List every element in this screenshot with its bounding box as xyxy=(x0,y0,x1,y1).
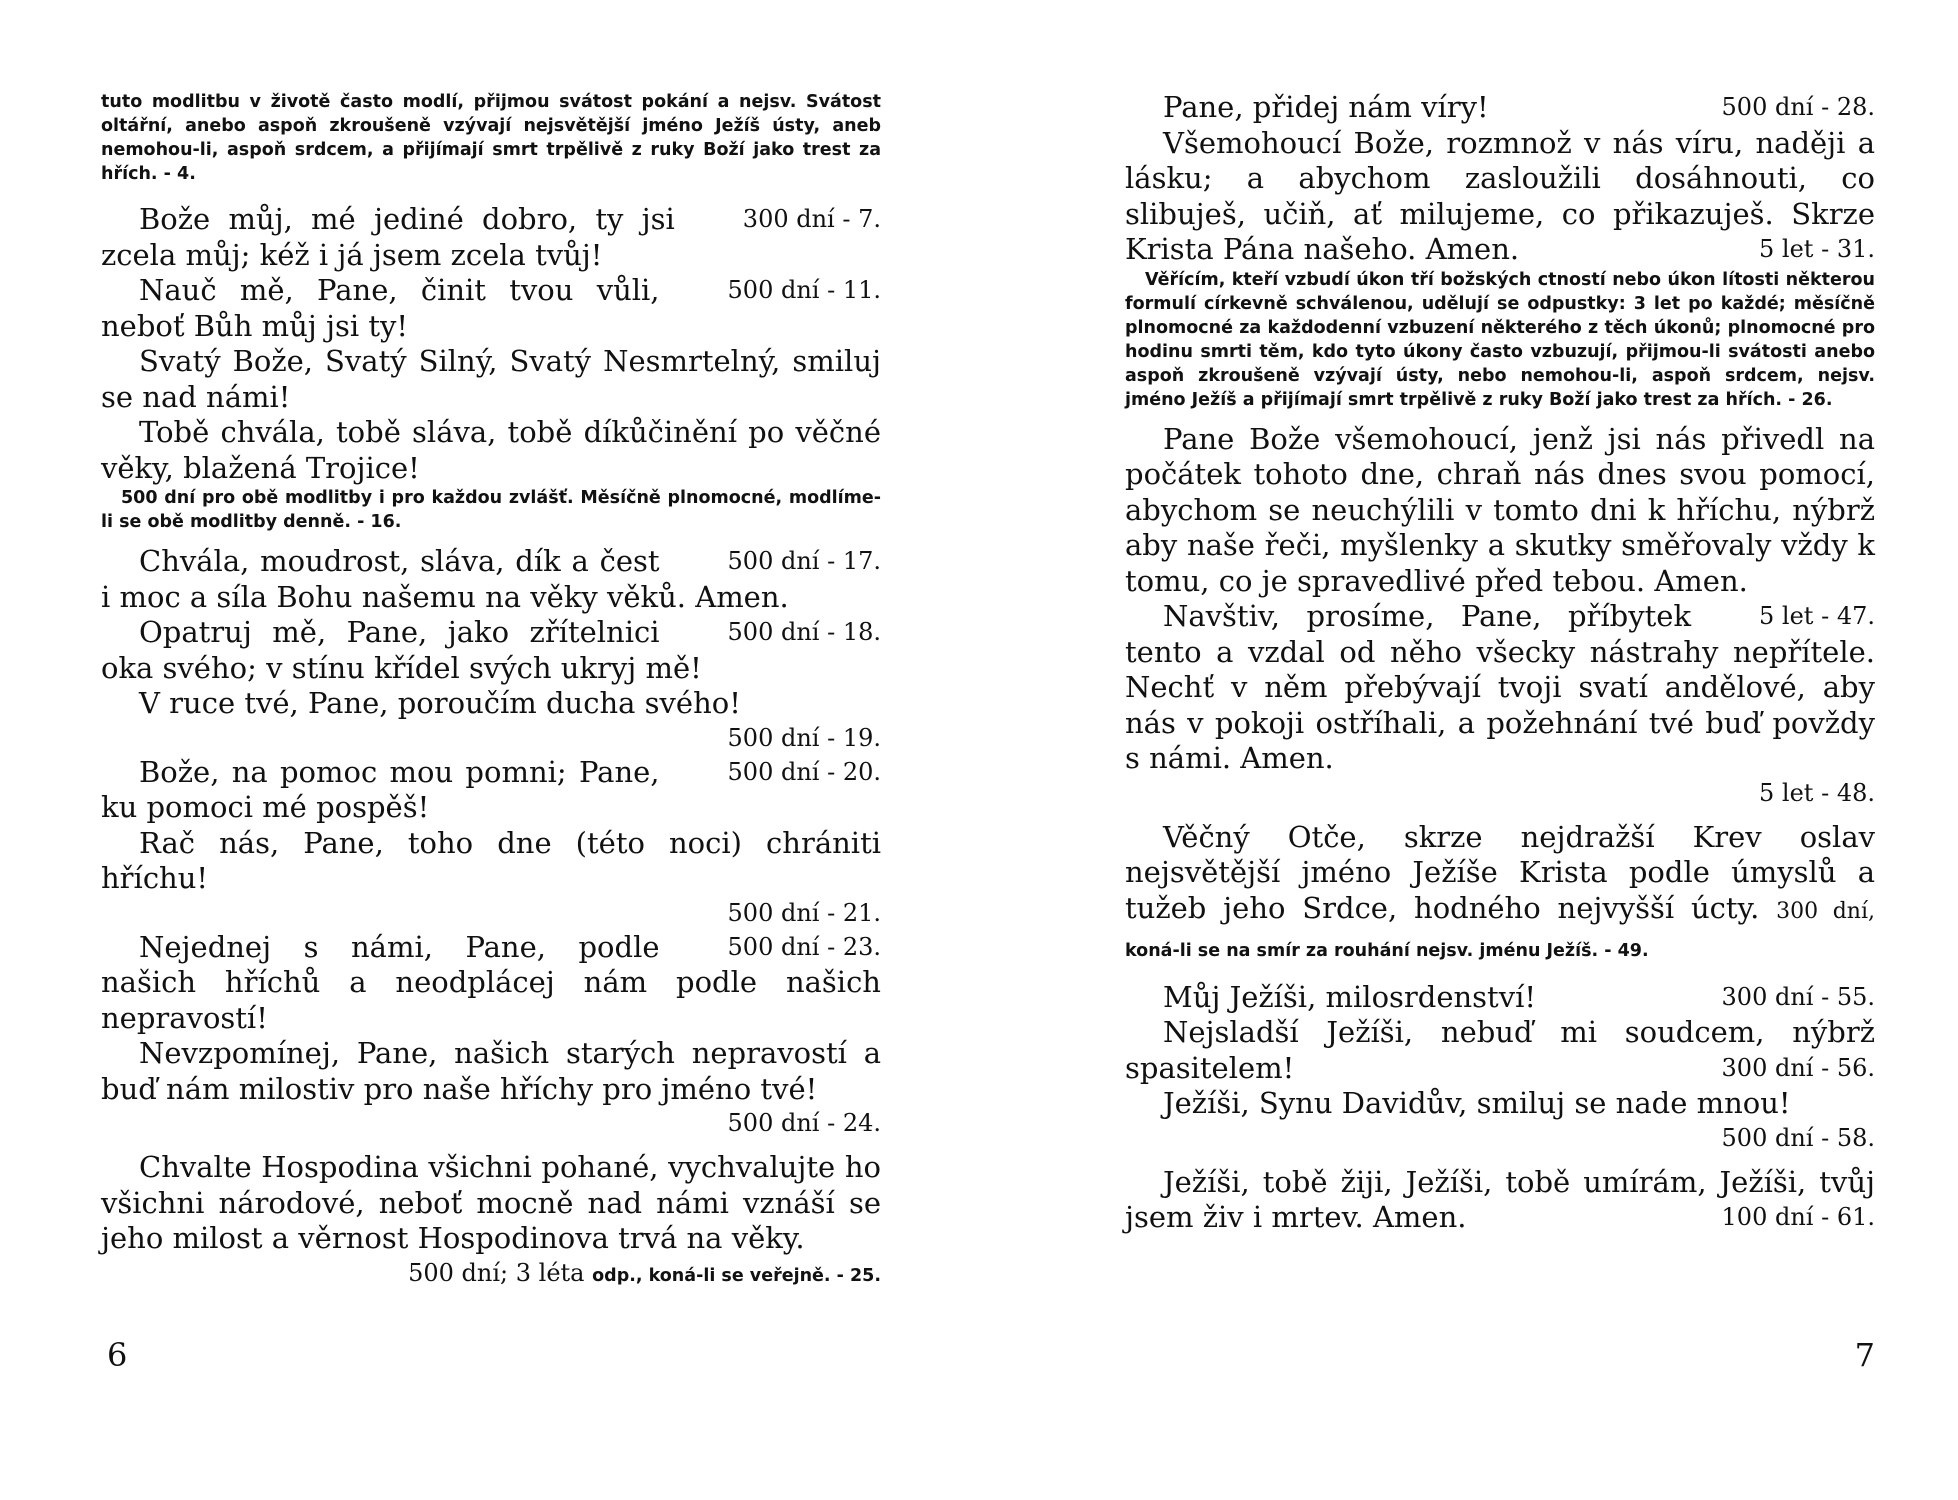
prayer-56: Nejsladší Ježíši, nebuď mi soudcem, nýbrž spasitelem! 300 dní - 56. xyxy=(1125,1015,1875,1085)
right-page xyxy=(1125,0,1875,1500)
prayer-28: 500 dní - 28. Pane, přidej nám víry! xyxy=(1163,90,1875,124)
right-page-content xyxy=(1125,90,1875,1236)
indulgence-11: 500 dní - 11. xyxy=(727,276,881,304)
prayer-48: Navštiv, prosíme, Pane, příbytek tento a vzdal od něho všecky nástrahy nepřítele. Nechť v něm přebývají tvoji svatí andělové, aby nás v pokoji ostříhali, a požehnání tvé buď povždy s námi. Amen. xyxy=(1125,599,1875,775)
prayer-31: Všemohoucí Bože, rozmnož v nás víru, naději a lásku; a abychom zasloužili dosáhnouti, co slibuješ, učiň, ať milujeme, co přikazuješ. Skrze Krista Pána našeho. Amen. 5 let - 31. xyxy=(1125,125,1875,266)
indulgence-28: 500 dní - 28. xyxy=(1721,93,1875,121)
indulgence-31: 5 let - 31. xyxy=(1759,235,1875,263)
indulgence-47: 5 let - 47. xyxy=(1759,602,1875,630)
prayer-11: 500 dní - 11. Nauč mě, Pane, činit tvou vůli, neboť Bůh můj jsi ty! xyxy=(101,273,881,343)
prayer-58: Ježíši, Synu Davidův, smiluj se nade mnou! xyxy=(1163,1086,1791,1120)
indulgence-61: 100 dní - 61. xyxy=(1721,1203,1875,1231)
prayer-25: Chvalte Hospodina všichni pohané, vychvalujte ho všichni národové, neboť mocně nad námi vznáší se jeho milost a věrnost Hospodinova trvá na věky. xyxy=(101,1150,881,1255)
indulgence-note-16: 500 dní pro obě modlitby i pro každou zvlášť. Měsíčně plnomocné, modlíme-li se obě modlitby denně. - 16. xyxy=(101,488,881,532)
page-number-left: 6 xyxy=(107,1336,128,1374)
indulgence-58: 500 dní - 58. xyxy=(1721,1123,1875,1152)
page-number-right: 7 xyxy=(1854,1336,1875,1374)
prayer-20: 500 dní - 20. Bože, na pomoc mou pomni; Pane, ku pomoci mé pospěš! xyxy=(101,754,881,824)
prayer-24: Nevzpomínej, Pane, našich starých nepravostí a buď nám milostiv pro naše hříchy pro jméno tvé! xyxy=(101,1036,881,1106)
indulgence-25: 500 dní; 3 léta odp., koná-li se veřejně. - 25. xyxy=(408,1258,881,1287)
prayer-18: 500 dní - 18. Opatruj mě, Pane, jako zřítelnici oka svého; v stínu křídel svých ukryj mě! xyxy=(101,615,881,685)
prayer-17: 500 dní - 17. Chvála, moudrost, sláva, dík a čest i moc a síla Bohu našemu na věky věků. Amen. xyxy=(101,544,881,614)
indulgence-24: 500 dní - 24. xyxy=(727,1109,881,1137)
indulgence-48: 5 let - 48. xyxy=(1759,778,1875,807)
indulgence-23: 500 dní - 23. xyxy=(727,932,881,961)
prayer-trinity: Tobě chvála, tobě sláva, tobě díkůčinění po věčné věky, blažená Trojice! xyxy=(101,415,881,485)
prayer-21: Rač nás, Pane, toho dne (této noci) chrániti hříchu! xyxy=(101,825,881,895)
prayer-7: 300 dní - 7. Bože můj, mé jediné dobro, ty jsi zcela můj; kéž i já jsem zcela tvůj! xyxy=(101,202,881,272)
indulgence-19: 500 dní - 19. xyxy=(727,723,881,752)
intro-note: tuto modlitbu v životě často modlí, přijmou svátost pokání a nejsv. Svátost oltářní, anebo aspoň zkroušeně vzývají nejsvětější jméno Ježíš ústy, aneb nemohou-li, aspoň srdcem, a přijímají smrt trpělivě z ruky Boží jako trest za hřích. - 4. xyxy=(101,92,881,184)
prayer-19: V ruce tvé, Pane, poroučím ducha svého! xyxy=(139,686,741,720)
prayer-47: Pane Bože všemohoucí, jenž jsi nás přivedl na počátek tohoto dne, chraň nás dnes svou pomocí, abychom se neuchýlili v tomto dni k hříchu, nýbrž aby naše řeči, myšlenky a skutky směřovaly vždy k tomu, co je spravedlivé před tebou. Amen. 5 let - 47. xyxy=(1125,422,1875,600)
left-page-content xyxy=(101,90,881,1293)
indulgence-17: 500 dní - 17. xyxy=(727,547,881,575)
indulgence-21: 500 dní - 21. xyxy=(727,898,881,927)
indulgence-56: 300 dní - 56. xyxy=(1721,1053,1875,1082)
indulgence-18: 500 dní - 18. xyxy=(727,618,881,646)
indulgence-7: 300 dní - 7. xyxy=(742,205,881,233)
prayer-trisagion: Svatý Bože, Svatý Silný, Svatý Nesmrtelný, smiluj se nad námi! xyxy=(101,344,881,414)
indulgence-note-26: Věřícím, kteří vzbudí úkon tří božských ctností nebo úkon lítosti některou formulí církevně schválenou, udělují se odpustky: 3 let po každé; měsíčně plnomocné za každodenní vzbuzení některého z těch úkonů; plnomocné pro hodinu smrti těm, kdo tyto úkony často vzbuzují, přijmou-li svátosti anebo aspoň zkroušeně vzývají ústy, nebo nemohou-li, aspoň srdcem, nejsv. jméno Ježíš a přijímají smrt trpělivě z ruky Boží jako trest za hřích. - 26. xyxy=(1125,269,1875,410)
indulgence-20: 500 dní - 20. xyxy=(727,757,881,786)
prayer-55: 300 dní - 55. Můj Ježíši, milosrdenství! xyxy=(1163,979,1875,1014)
prayer-61: Ježíši, tobě žiji, Ježíši, tobě umírám, Ježíši, tvůj jsem živ i mrtev. Amen. 100 dní - 61. xyxy=(1125,1164,1875,1234)
indulgence-55: 300 dní - 55. xyxy=(1721,982,1875,1011)
left-page xyxy=(101,0,881,1500)
prayer-23: 500 dní - 23. Nejednej s námi, Pane, podle našich hříchů a neodplácej nám podle našich nepravostí! xyxy=(101,929,881,1035)
prayer-49: Věčný Otče, skrze nejdražší Krev oslav nejsvětější jméno Ježíše Krista podle úmyslů a tužeb jeho Srdce, hodného nejvyšší úcty. 300 dní, koná-li se na smír za rouhání nejsv. jménu Ježíš. - 49. xyxy=(1125,819,1875,961)
